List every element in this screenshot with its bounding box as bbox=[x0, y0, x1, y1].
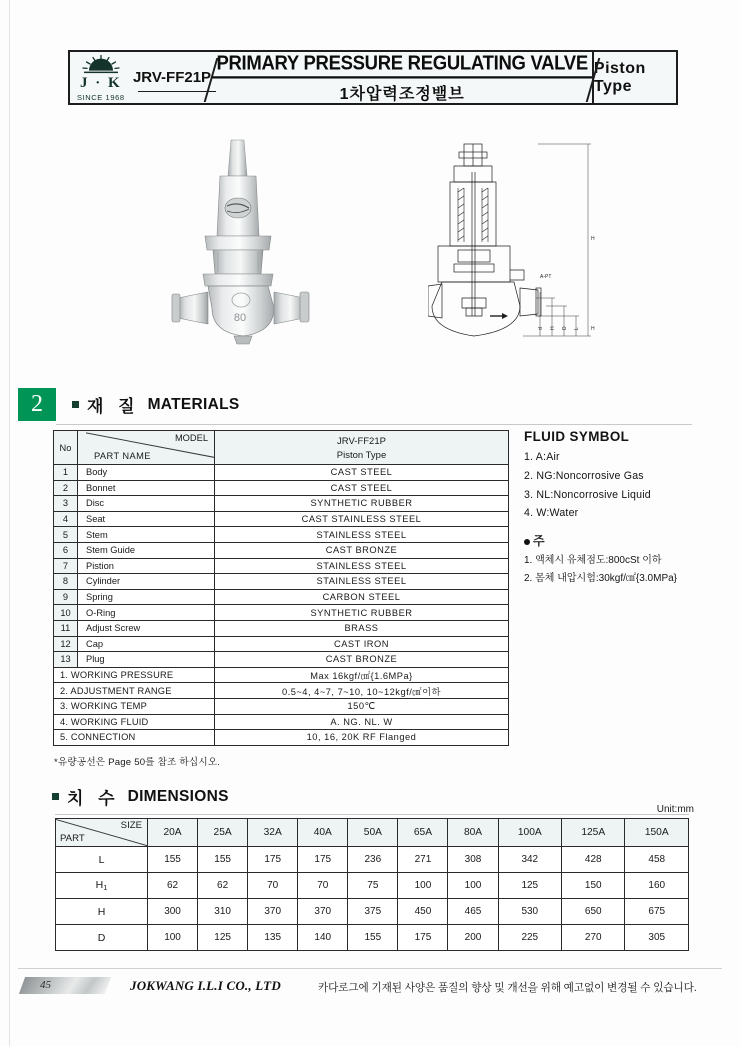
materials-table bbox=[53, 430, 509, 746]
dimensions-heading-en: DIMENSIONS bbox=[127, 787, 229, 805]
dimensions-cell: 100 bbox=[448, 873, 498, 899]
dimensions-cell: 62 bbox=[148, 873, 198, 899]
dimensions-size-header: 40A bbox=[298, 819, 348, 847]
header-part-model-split bbox=[78, 431, 215, 465]
cell-no: 12 bbox=[54, 636, 78, 652]
spec-row bbox=[54, 730, 509, 746]
dimensions-cell: 458 bbox=[625, 847, 689, 873]
dimensions-cell: 308 bbox=[448, 847, 498, 873]
svg-text:80: 80 bbox=[233, 312, 247, 324]
cell-no: 4 bbox=[54, 511, 78, 527]
dimensions-size-header: 80A bbox=[448, 819, 498, 847]
dimensions-cell: 155 bbox=[198, 847, 248, 873]
dimensions-cell: 270 bbox=[562, 925, 625, 951]
svg-text:A-PT: A-PT bbox=[540, 274, 552, 280]
dimensions-cell: 465 bbox=[448, 899, 498, 925]
table-header-row bbox=[54, 431, 509, 465]
dimensions-cell: 310 bbox=[198, 899, 248, 925]
cell-no: 6 bbox=[54, 542, 78, 558]
dimensions-size-header: 20A bbox=[148, 819, 198, 847]
dimensions-cell: 62 bbox=[198, 873, 248, 899]
cell-part-name: Adjust Screw bbox=[78, 620, 215, 636]
dimensions-cell: 100 bbox=[398, 873, 448, 899]
unit-note: Unit:mm bbox=[656, 804, 694, 815]
note-item: 1. 액체시 유체점도:800cSt 이하 bbox=[524, 554, 662, 566]
cell-part-name: Cap bbox=[78, 636, 215, 652]
materials-heading-rule bbox=[56, 424, 692, 425]
cell-spec-label: 2. ADJUSTMENT RANGE bbox=[54, 683, 215, 699]
svg-text:L: L bbox=[574, 327, 580, 330]
dimensions-cell: 160 bbox=[625, 873, 689, 899]
dimensions-cell: 135 bbox=[248, 925, 298, 951]
dimensions-cell: 370 bbox=[248, 899, 298, 925]
dimensions-row bbox=[56, 925, 689, 951]
note-title bbox=[524, 535, 724, 547]
corner-part-label: PART bbox=[60, 833, 85, 844]
table-row bbox=[54, 652, 509, 668]
dimensions-cell: 155 bbox=[148, 847, 198, 873]
dimensions-size-header: 100A bbox=[498, 819, 561, 847]
sunrise-logo-icon bbox=[74, 55, 128, 75]
product-title-block bbox=[212, 52, 591, 103]
dimensions-row-label: $H_1$ bbox=[56, 873, 148, 899]
spec-row bbox=[54, 698, 509, 714]
cell-no: 5 bbox=[54, 527, 78, 543]
fluid-symbol-panel bbox=[524, 430, 724, 592]
note-list bbox=[524, 556, 724, 584]
dimensions-heading bbox=[52, 784, 229, 809]
fluid-symbol-item: 4. W:Water bbox=[524, 507, 579, 520]
dimensions-cell: 305 bbox=[625, 925, 689, 951]
dimensions-row-label: L bbox=[56, 847, 148, 873]
dimensions-header-row bbox=[56, 819, 689, 847]
product-title-kr: 1차압력조정밸브 bbox=[339, 85, 465, 103]
dimensions-cell: 140 bbox=[298, 925, 348, 951]
table-row bbox=[54, 605, 509, 621]
table-row bbox=[54, 465, 509, 481]
note-title-text: 주 bbox=[533, 533, 545, 548]
dimensions-cell: 175 bbox=[398, 925, 448, 951]
cell-material: BRASS bbox=[215, 620, 509, 636]
product-header-bar bbox=[68, 50, 678, 105]
cross-section-drawing bbox=[428, 130, 608, 350]
cell-spec-label: 4. WORKING FLUID bbox=[54, 714, 215, 730]
header-model-label: MODEL bbox=[174, 433, 208, 443]
dimensions-cell: 375 bbox=[348, 899, 398, 925]
spec-row bbox=[54, 667, 509, 683]
footer-rule bbox=[18, 968, 722, 969]
fluid-symbol-item: 3. NL:Noncorrosive Liquid bbox=[524, 488, 651, 501]
cell-material: CAST IRON bbox=[215, 636, 509, 652]
cell-no: 9 bbox=[54, 589, 78, 605]
dimensions-cell: 100 bbox=[148, 925, 198, 951]
dimensions-heading-rule bbox=[55, 814, 689, 815]
cell-no: 1 bbox=[54, 465, 78, 481]
svg-text:H: H bbox=[591, 236, 595, 242]
dimensions-cell: 271 bbox=[398, 847, 448, 873]
svg-text:H: H bbox=[591, 326, 595, 332]
corner-size-label: SIZE bbox=[120, 820, 142, 831]
page-edge bbox=[9, 0, 10, 1046]
cell-spec-label: 1. WORKING PRESSURE bbox=[54, 667, 215, 683]
cell-material: CAST STEEL bbox=[215, 465, 509, 481]
dimensions-heading-kr: 치 수 bbox=[67, 789, 120, 808]
dimensions-size-header: 50A bbox=[348, 819, 398, 847]
page-number: 45 bbox=[40, 979, 51, 991]
dimensions-cell: 530 bbox=[498, 899, 561, 925]
spec-row bbox=[54, 683, 509, 699]
note-item: 2. 몸체 내압시험:30kgf/㎠{3.0MPa} bbox=[524, 572, 678, 584]
dimensions-size-header: 150A bbox=[625, 819, 689, 847]
dimensions-cell: 125 bbox=[498, 873, 561, 899]
page-number-band bbox=[19, 977, 111, 994]
table-row bbox=[54, 558, 509, 574]
dimensions-cell: 370 bbox=[298, 899, 348, 925]
dimensions-cell: 125 bbox=[198, 925, 248, 951]
cell-part-name: Seat bbox=[78, 511, 215, 527]
company-logo bbox=[70, 52, 132, 103]
materials-heading bbox=[72, 392, 240, 417]
dimensions-cell: 150 bbox=[562, 873, 625, 899]
product-title-en: PRIMARY PRESSURE REGULATING VALVE bbox=[212, 50, 591, 78]
dimensions-cell: 200 bbox=[448, 925, 498, 951]
table-row bbox=[54, 620, 509, 636]
dimensions-table bbox=[55, 818, 689, 951]
dimensions-cell: 428 bbox=[562, 847, 625, 873]
brand-initials: J · K bbox=[79, 75, 122, 91]
square-bullet-icon bbox=[72, 401, 79, 408]
fluid-symbol-title: FLUID SYMBOL bbox=[524, 429, 630, 444]
cell-part-name: Bonnet bbox=[78, 480, 215, 496]
table-row bbox=[54, 511, 509, 527]
header-no: No bbox=[54, 431, 78, 465]
cell-part-name: Body bbox=[78, 465, 215, 481]
dimensions-cell: 70 bbox=[248, 873, 298, 899]
table-row bbox=[54, 589, 509, 605]
cell-material: CAST STAINLESS STEEL bbox=[215, 511, 509, 527]
cell-spec-value: Max 16kgf/㎠{1.6MPa} bbox=[215, 667, 509, 683]
fluid-symbol-item: 2. NG:Noncorrosive Gas bbox=[524, 470, 644, 482]
cell-material: CAST BRONZE bbox=[215, 652, 509, 668]
table-row bbox=[54, 542, 509, 558]
cell-no: 2 bbox=[54, 480, 78, 496]
dimensions-row-label: D bbox=[56, 925, 148, 951]
dimensions-row bbox=[56, 847, 689, 873]
disclaimer-text: 카다로그에 기재된 사양은 품질의 향상 및 개선을 위해 예고없이 변경될 수 있습니다. bbox=[318, 982, 697, 994]
dimensions-cell: 650 bbox=[562, 899, 625, 925]
cell-material: SYNTHETIC RUBBER bbox=[215, 605, 509, 621]
cell-no: 3 bbox=[54, 496, 78, 512]
table-row bbox=[54, 480, 509, 496]
cell-part-name: Cylinder bbox=[78, 574, 215, 590]
cell-part-name: Plug bbox=[78, 652, 215, 668]
cell-part-name: Pistion bbox=[78, 558, 215, 574]
dimensions-cell: 155 bbox=[348, 925, 398, 951]
dimensions-row-label: H bbox=[56, 899, 148, 925]
cell-part-name: Disc bbox=[78, 496, 215, 512]
header-part-name-label: PART NAME bbox=[94, 451, 151, 461]
table-row bbox=[54, 636, 509, 652]
table-row bbox=[54, 527, 509, 543]
dimensions-cell: 342 bbox=[498, 847, 561, 873]
dimensions-corner-cell bbox=[56, 819, 148, 847]
cell-material: STAINLESS STEEL bbox=[215, 558, 509, 574]
cell-no: 11 bbox=[54, 620, 78, 636]
square-bullet-icon bbox=[52, 793, 59, 800]
spec-row bbox=[54, 714, 509, 730]
dimensions-cell: 675 bbox=[625, 899, 689, 925]
svg-text:D: D bbox=[562, 326, 568, 330]
dimensions-size-header: 65A bbox=[398, 819, 448, 847]
dimensions-row bbox=[56, 899, 689, 925]
dimensions-cell: 300 bbox=[148, 899, 198, 925]
cell-spec-value: 150℃ bbox=[215, 698, 509, 714]
fluid-symbol-item: 1. A:Air bbox=[524, 451, 560, 464]
dimensions-cell: 175 bbox=[298, 847, 348, 873]
bullet-dot-icon bbox=[524, 539, 530, 545]
cell-material: CAST STEEL bbox=[215, 480, 509, 496]
cell-material: CAST BRONZE bbox=[215, 542, 509, 558]
dimensions-cell: 175 bbox=[248, 847, 298, 873]
cell-spec-value: 10, 16, 20K RF Flanged bbox=[215, 730, 509, 746]
cell-no: 13 bbox=[54, 652, 78, 668]
dimensions-cell: 450 bbox=[398, 899, 448, 925]
table-row bbox=[54, 574, 509, 590]
dimensions-row bbox=[56, 873, 689, 899]
dimensions-size-header: 25A bbox=[198, 819, 248, 847]
company-name: JOKWANG I.L.I CO., LTD bbox=[130, 978, 281, 993]
cell-material: STAINLESS STEEL bbox=[215, 574, 509, 590]
cell-spec-value: A. NG. NL. W bbox=[215, 714, 509, 730]
cell-part-name: Spring bbox=[78, 589, 215, 605]
section-number-badge: 2 bbox=[18, 388, 56, 421]
dimensions-cell: 236 bbox=[348, 847, 398, 873]
cell-no: 7 bbox=[54, 558, 78, 574]
fluid-symbol-list bbox=[524, 452, 724, 518]
cell-no: 10 bbox=[54, 605, 78, 621]
svg-text:d: d bbox=[538, 327, 544, 330]
svg-text:H: H bbox=[550, 326, 556, 330]
cell-no: 8 bbox=[54, 574, 78, 590]
dimensions-cell: 75 bbox=[348, 873, 398, 899]
cell-material: STAINLESS STEEL bbox=[215, 527, 509, 543]
product-photo bbox=[148, 132, 338, 347]
dimensions-cell: 70 bbox=[298, 873, 348, 899]
cell-material: SYNTHETIC RUBBER bbox=[215, 496, 509, 512]
header-model-value bbox=[215, 431, 509, 465]
cell-part-name: Stem bbox=[78, 527, 215, 543]
valve-type-label: Piston Type bbox=[592, 52, 676, 103]
cell-spec-value: 0.5~4, 4~7, 7~10, 10~12kgf/㎠이하 bbox=[215, 683, 509, 699]
header-model-code: JRV-FF21P bbox=[337, 436, 386, 448]
dimensions-cell: 225 bbox=[498, 925, 561, 951]
cell-spec-label: 5. CONNECTION bbox=[54, 730, 215, 746]
cell-material: CARBON STEEL bbox=[215, 589, 509, 605]
header-model-type: Piston Type bbox=[336, 450, 387, 461]
cell-part-name: O-Ring bbox=[78, 605, 215, 621]
model-code: JRV-FF21P bbox=[132, 52, 213, 103]
materials-heading-en: MATERIALS bbox=[147, 395, 240, 413]
since-text: SINCE 1968 bbox=[76, 93, 125, 102]
table-row bbox=[54, 496, 509, 512]
cell-spec-label: 3. WORKING TEMP bbox=[54, 698, 215, 714]
materials-heading-kr: 재 질 bbox=[87, 397, 140, 416]
cell-part-name: Stem Guide bbox=[78, 542, 215, 558]
dimensions-size-header: 32A bbox=[248, 819, 298, 847]
dimensions-size-header: 125A bbox=[562, 819, 625, 847]
flow-curve-footnote: *유량공선은 Page 50를 참조 하십시오. bbox=[54, 757, 221, 768]
